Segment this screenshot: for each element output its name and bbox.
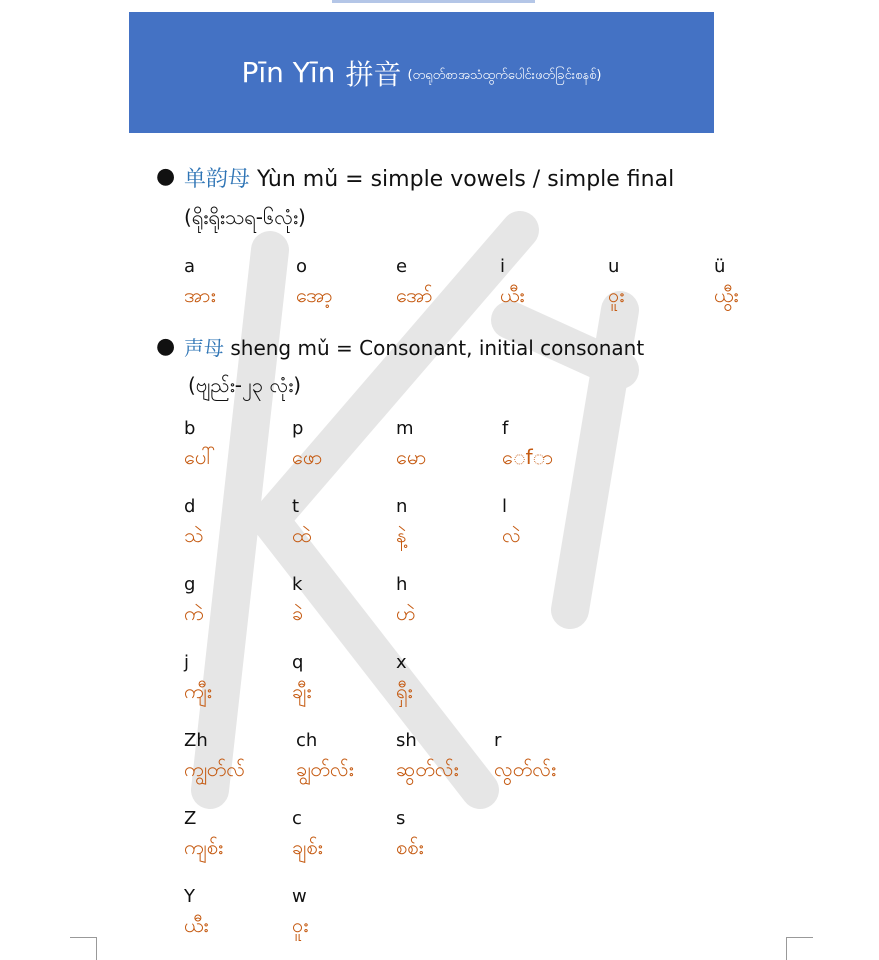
- consonant-latin: Z: [184, 808, 197, 829]
- consonant-cell: [292, 886, 308, 942]
- consonant-myanmar: ယီး: [184, 913, 209, 937]
- vowel-myanmar: ဝူး: [608, 283, 625, 307]
- vowel-cell: [396, 256, 433, 312]
- vowel-latin: i: [500, 256, 506, 277]
- title-subtitle: (တရုတ်စာအသံထွက်ပေါင်းဖတ်ခြင်းစနစ်): [407, 68, 602, 83]
- vowel-cell: [608, 256, 624, 312]
- vowel-myanmar: အော့: [296, 283, 333, 307]
- top-accent-bar: [332, 0, 535, 3]
- consonants-han: 声母: [184, 336, 224, 360]
- consonant-latin: Zh: [184, 730, 208, 751]
- consonants-note: (ဗျည်း-၂၃ လုံး): [188, 373, 302, 397]
- title-latin: Pīn Yīn: [241, 56, 336, 89]
- consonant-cell: [292, 808, 323, 864]
- vowels-text: Yùn mǔ = simple vowels / simple final: [250, 167, 675, 192]
- consonant-cell: [494, 730, 556, 786]
- consonant-cell: [296, 730, 354, 786]
- consonant-latin: x: [396, 652, 407, 673]
- consonants-text: sheng mǔ = Consonant, initial consonant: [224, 336, 645, 360]
- consonant-cell: [184, 886, 209, 942]
- consonant-cell: [396, 808, 424, 864]
- consonant-myanmar: လဲ: [502, 523, 521, 547]
- consonant-cell: [184, 652, 212, 708]
- consonant-myanmar: ကျီး: [184, 679, 212, 703]
- vowel-myanmar: အား: [184, 283, 216, 307]
- vowel-cell: [714, 256, 739, 312]
- consonant-myanmar: ကျစ်း: [184, 835, 224, 859]
- consonant-latin: s: [396, 808, 406, 829]
- consonant-myanmar: မော: [396, 445, 427, 469]
- consonant-myanmar: သဲ: [184, 523, 204, 547]
- consonants-heading: [184, 332, 644, 361]
- vowels-note: (ရိုးရိုးသရ-၆လုံး): [184, 205, 306, 229]
- vowel-latin: o: [296, 256, 308, 277]
- consonant-latin: n: [396, 496, 408, 517]
- consonant-cell: [502, 418, 553, 474]
- consonant-cell: [292, 574, 303, 630]
- consonant-latin: c: [292, 808, 302, 829]
- vowel-cell: [500, 256, 525, 312]
- consonant-myanmar: ဆွတ်လ်း: [396, 757, 459, 781]
- consonant-cell: [396, 730, 459, 786]
- consonant-cell: [396, 418, 427, 474]
- consonant-cell: [292, 652, 312, 708]
- consonant-myanmar: လွတ်လ်း: [494, 757, 557, 781]
- consonant-myanmar: ကဲ: [184, 601, 204, 625]
- consonant-latin: Y: [184, 886, 195, 907]
- vowel-latin: u: [608, 256, 620, 277]
- bullet-consonants: ●: [156, 334, 176, 359]
- consonant-latin: j: [184, 652, 190, 673]
- consonant-cell: [184, 418, 215, 474]
- consonant-myanmar: စစ်း: [396, 835, 424, 859]
- consonant-latin: h: [396, 574, 408, 595]
- consonant-cell: [184, 730, 245, 786]
- page-corner-left: [70, 937, 97, 960]
- consonant-cell: [396, 574, 416, 630]
- consonant-latin: sh: [396, 730, 417, 751]
- consonant-cell: [396, 652, 413, 708]
- consonant-latin: p: [292, 418, 304, 439]
- vowel-myanmar: ယွီး: [714, 283, 739, 307]
- consonant-latin: ch: [296, 730, 318, 751]
- consonant-myanmar: ချီး: [292, 679, 312, 703]
- consonant-cell: [184, 808, 223, 864]
- consonant-cell: [502, 496, 521, 552]
- vowel-myanmar: အော်: [396, 283, 433, 307]
- consonant-cell: [184, 496, 203, 552]
- consonant-latin: k: [292, 574, 303, 595]
- vowels-heading: [184, 162, 674, 193]
- consonant-cell: [396, 496, 407, 552]
- vowel-cell: [296, 256, 333, 312]
- consonant-latin: w: [292, 886, 307, 907]
- vowel-latin: e: [396, 256, 408, 277]
- vowel-latin: a: [184, 256, 196, 277]
- title-han: 拼音: [345, 57, 402, 91]
- consonant-myanmar: ရှီး: [396, 679, 413, 703]
- consonant-myanmar: ချွတ်လ်း: [296, 757, 354, 781]
- consonant-myanmar: ချစ်း: [292, 835, 323, 859]
- consonant-myanmar: ဖော: [292, 445, 323, 469]
- consonant-myanmar: ခဲ: [292, 601, 304, 625]
- vowel-cell: [184, 256, 216, 312]
- consonant-myanmar: ဟဲ: [396, 601, 416, 625]
- consonant-latin: d: [184, 496, 196, 517]
- consonant-latin: g: [184, 574, 196, 595]
- consonant-latin: f: [502, 418, 509, 439]
- consonant-cell: [292, 418, 323, 474]
- consonant-latin: t: [292, 496, 300, 517]
- vowels-han: 单韵母: [184, 167, 251, 192]
- vowel-myanmar: ယီး: [500, 283, 525, 307]
- vowel-latin: ü: [714, 256, 726, 277]
- title-banner: [129, 12, 714, 133]
- consonant-myanmar: ေfာ: [502, 445, 554, 469]
- bullet-vowels: ●: [156, 164, 176, 189]
- consonant-myanmar: ဝူး: [292, 913, 309, 937]
- consonant-cell: [292, 496, 311, 552]
- consonant-myanmar: နဲ့: [396, 523, 407, 547]
- consonant-myanmar: ပေါ်: [184, 445, 216, 469]
- consonant-latin: l: [502, 496, 508, 517]
- consonant-latin: q: [292, 652, 304, 673]
- consonant-latin: m: [396, 418, 414, 439]
- consonant-latin: b: [184, 418, 196, 439]
- consonant-latin: r: [494, 730, 502, 751]
- consonant-cell: [184, 574, 204, 630]
- page-corner-right: [786, 937, 813, 960]
- consonant-myanmar: ထဲ: [292, 523, 312, 547]
- consonant-myanmar: ကျွတ်လ်: [184, 757, 245, 781]
